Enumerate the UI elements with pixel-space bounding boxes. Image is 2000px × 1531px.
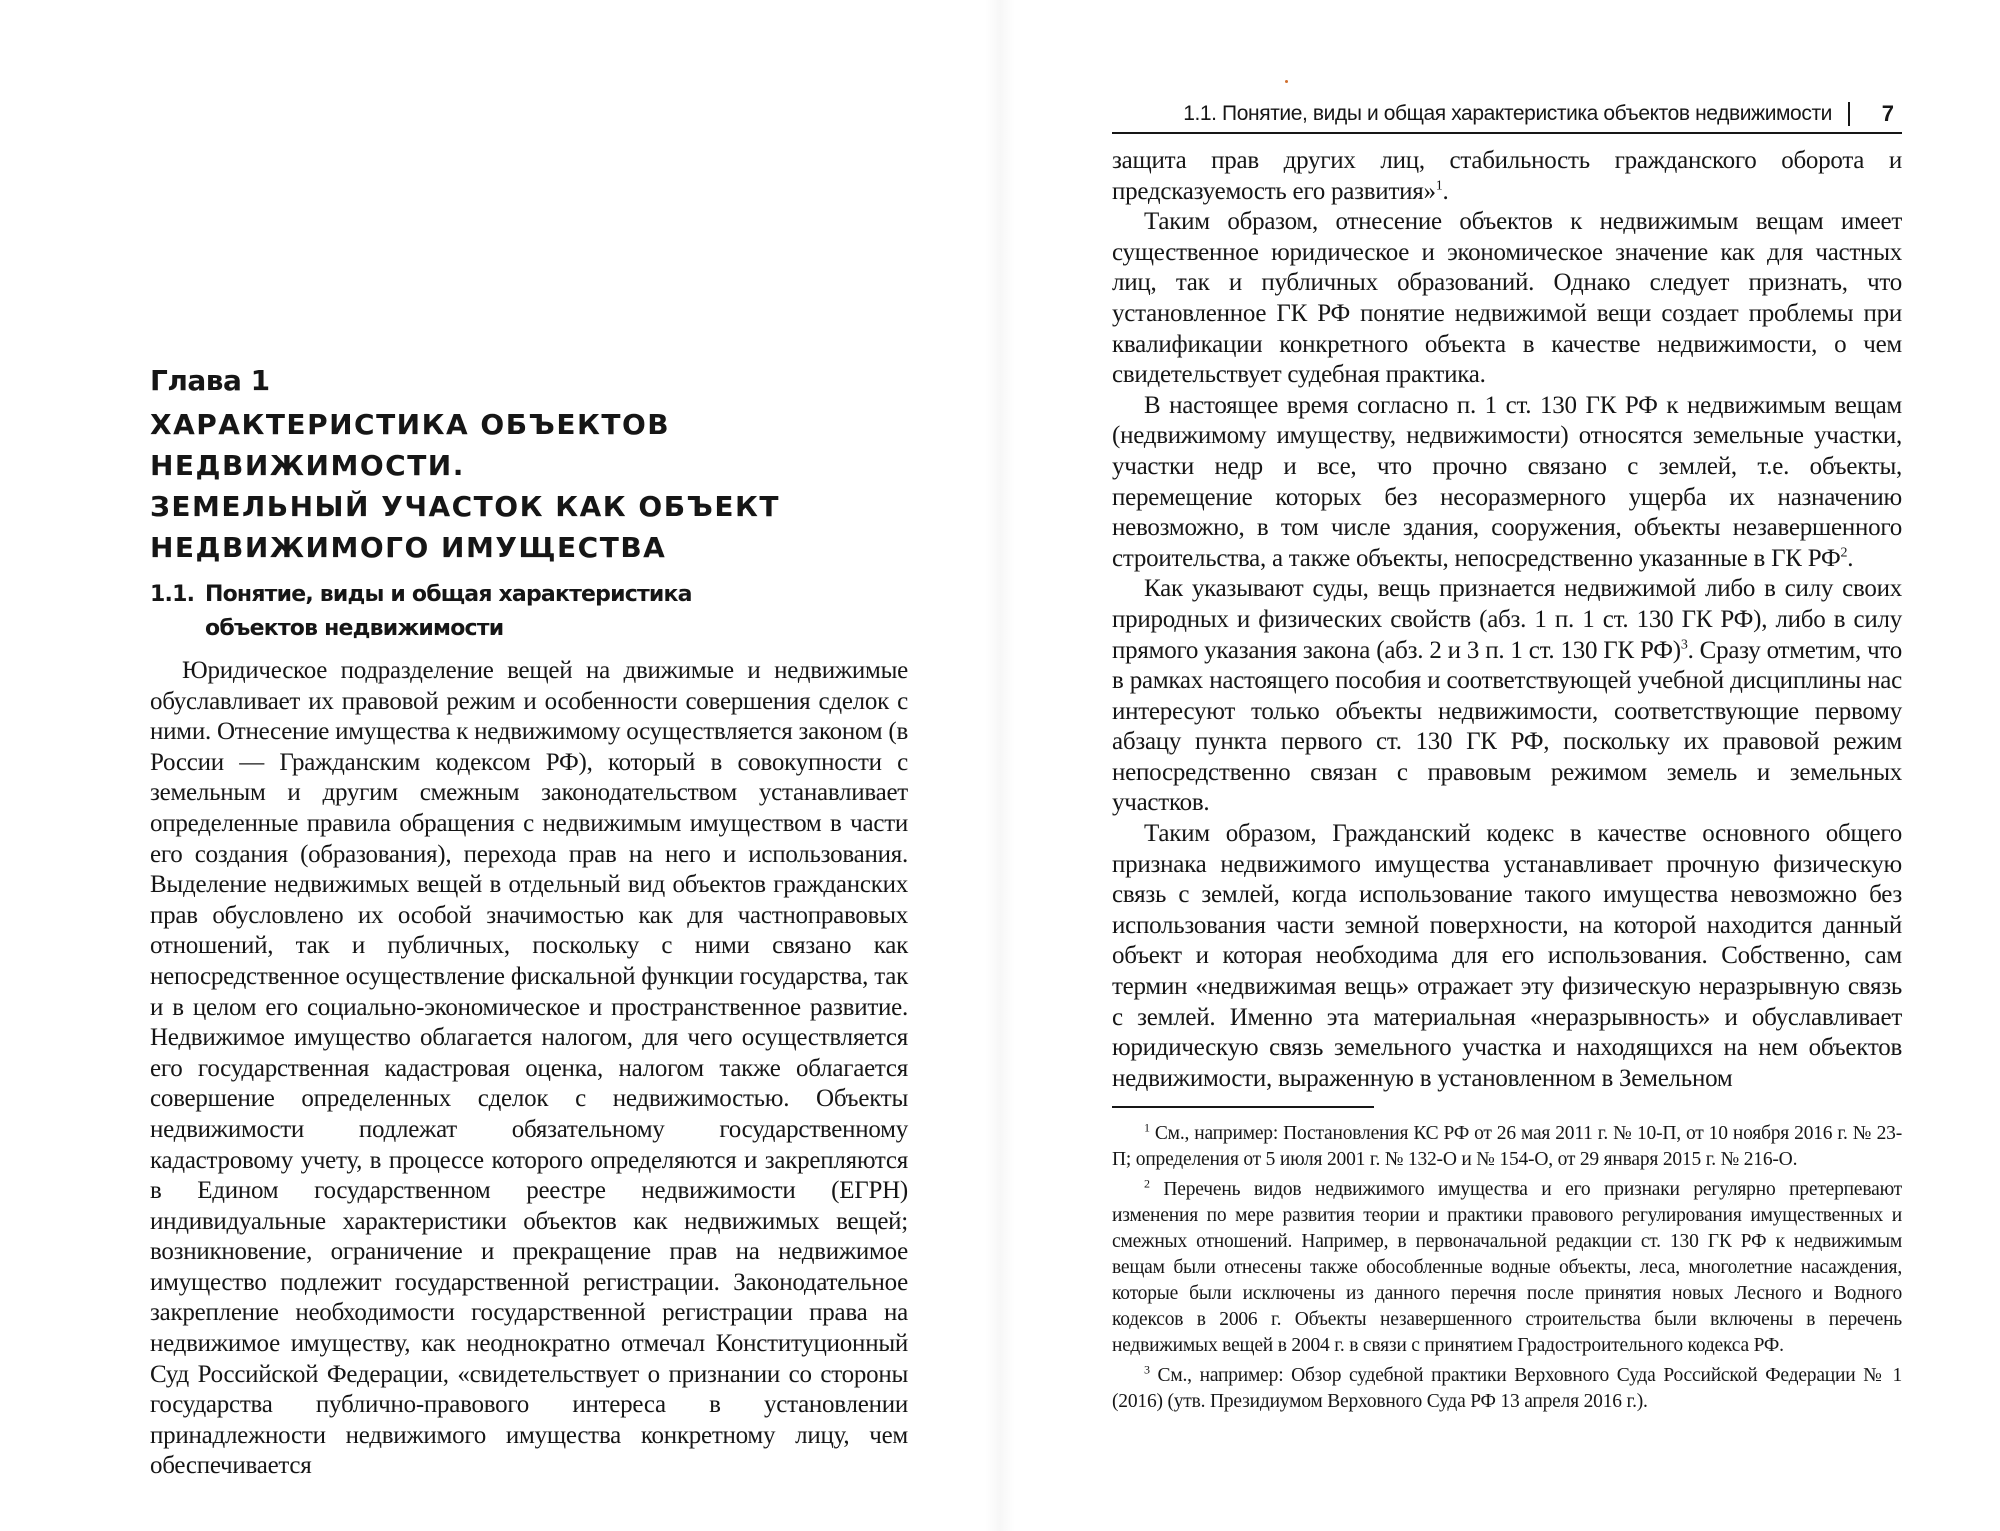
running-head-separator: [1848, 102, 1850, 126]
chapter-title-line: НЕДВИЖИМОГО ИМУЩЕСТВА: [150, 531, 667, 564]
paragraph-text: В настоящее время согласно п. 1 ст. 130 ГК РФ к недвижимым вещам (недвижимому имуществу, недвижимости) относятся земельные участки, участки недр и все, что прочно связано с землей, т.е. объекты, перемещение которых без несоразмерного ущерба их назначению невозможно, в том числе здания, сооружения, объекты незавершенного строительства, а также объекты, непосредственно указанные в ГК РФ: [1112, 391, 1902, 572]
section-title-line: Понятие, виды и общая характеристика: [205, 582, 692, 607]
page-number: 7: [1881, 101, 1894, 126]
paragraph: Юридическое подразделение вещей на движимые и недвижимые обуславливает их правовой режим и особенности совершения сделок с ними. Отнесение имущества к недвижимому осуществляется законом (в России — Гражданским кодексом РФ), который в совокупности с земельным и другим смежным законодательством устанавливает определенные правила обращения с недвижимым имуществом в части его создания (образования), перехода прав на него и использования. Выделение недвижимых вещей в отдельный вид объектов гражданских прав обусловлено их особой значимостью как для частноправовых отношений, так и публичных, поскольку с ними связано как непосредственное осуществление фискальной функции государства, так и в целом его социально-экономическое и пространственное развитие. Недвижимое имущество облагается налогом, для чего осуществляется его государственная кадастровая оценка, налогом также облагается совершение определенных сделок с недвижимостью. Объекты недвижимости подлежат обязательному государственному кадастровому учету, в процессе которого определяются и закрепляются в Едином государственном реестре недвижимости (ЕГРН) индивидуальные характеристики объектов как недвижимых вещей; возникновение, ограничение и прекращение прав на недвижимое имущество подлежит государственной регистрации. Законодательное закрепление необходимости государственной регистрации права на недвижимое имуществу, как неоднократно отмечал Конституционный Суд Российской Федерации, «свидетельствует о признании со стороны государства публично-правового интереса в установлении принадлежности недвижимого имущества конкретному лицу, чем обеспечивается: [150, 657, 908, 1480]
footnote-text: Перечень видов недвижимого имущества и его признаки регулярно претерпевают изменения по мере развития теории и практики правового регулирования имущественных и смежных отношений. Например, в первоначальной редакции ст. 130 ГК РФ к недвижимым вещам были отнесены также обособленные водные объекты, леса, многолетние насаждения, которые были исключены из данного перечня после принятия новых Лесного и Водного кодексов в 2006 г. Объекты незавершенного строительства были включены в перечень недвижимых вещей в 2004 г. в связи с принятием Градостроительного кодекса РФ.: [1112, 1179, 1902, 1356]
chapter-title: [150, 404, 910, 568]
chapter-title-line: ЗЕМЕЛЬНЫЙ УЧАСТОК КАК ОБЪЕКТ: [150, 490, 780, 523]
footnote-ref[interactable]: 1: [1435, 178, 1443, 194]
running-title: 1.1. Понятие, виды и общая характеристика объектов недвижимости: [1183, 102, 1832, 125]
footnote-ref[interactable]: 2: [1840, 545, 1848, 561]
section-title-line: объектов недвижимости: [205, 616, 504, 641]
paragraph: Таким образом, отнесение объектов к недвижимым вещам имеет существенное юридическое и экономическое значение как для частных лиц, так и публичных образований. Однако следует признать, что установленное ГК РФ понятие недвижимой вещи создает проблемы при квалификации конкретного объекта в качестве недвижимости, о чем свидетельствует судебная практика.: [1112, 208, 1902, 389]
footnote-divider: [1112, 1106, 1374, 1108]
footnote-ref[interactable]: 3: [1680, 637, 1688, 653]
footnote-text: См., например: Постановления КС РФ от 26 мая 2011 г. № 10-П, от 10 ноября 2016 г. № 23-П; определения от 5 июля 2001 г. № 132-О и № 154-О, от 29 января 2015 г. № 216-О.: [1112, 1123, 1902, 1170]
left-body-text: [150, 656, 908, 1482]
section-number: 1.1.: [150, 582, 195, 607]
chapter-title-line: ХАРАКТЕРИСТИКА ОБЪЕКТОВ НЕДВИЖИМОСТИ.: [150, 408, 671, 482]
right-page: [1000, 0, 2000, 1531]
footnote: [1112, 1177, 1902, 1359]
chapter-label: Глава 1: [150, 364, 270, 397]
paragraph: защита прав других лиц, стабильность гражданского оборота и предсказуемость его развития»$^1$.: [1112, 147, 1902, 205]
footnote-mark: 1: [1144, 1120, 1150, 1135]
footnote: [1112, 1121, 1902, 1173]
footnote-text: См., например: Обзор судебной практики Верховного Суда Российской Федерации № 1 (2016) (утв. Президиумом Верховного Суда РФ 13 апреля 2016 г.).: [1112, 1365, 1902, 1412]
paragraph-text: защита прав других лиц, стабильность гражданского оборота и предсказуемость его развития»: [1112, 147, 1902, 205]
paragraph-text: . Сразу отметим, что в рамках настоящего пособия и соответствующей учебной дисциплины нас интересуют только объекты недвижимости, соответствующие первому абзацу пункта первого ст. 130 ГК РФ, поскольку их правовой режим непосредственно связан с правовым режимом земель и земельных участков.: [1112, 636, 1902, 817]
paragraph-text: Как указывают суды, вещь признается недвижимой либо в силу своих природных и физических свойств (абз. 1 п. 1 ст. 130 ГК РФ), либо в силу прямого указания закона (абз. 2 и 3 п. 1 ст. 130 ГК РФ): [1112, 575, 1902, 664]
right-body-text: [1112, 146, 1902, 1094]
running-head: [1112, 100, 1902, 134]
paragraph: Таким образом, Гражданский кодекс в качестве основного общего признака недвижимого имущества устанавливает прочную физическую связь с землей, когда использование такого имущества невозможно без использования части земной поверхности, на которой находится данный объект и которая необходима для его использования. Собственно, сам термин «недвижимая вещь» отражает эту физическую неразрывную связь с землей. Именно эта материальная «неразрывность» и обуславливает юридическую связь земельного участка и находящихся на нем объектов недвижимости, выраженную в установленном в Земельном: [1112, 820, 1902, 1092]
paragraph: В настоящее время согласно п. 1 ст. 130 ГК РФ к недвижимым вещам (недвижимому имуществу, недвижимости) относятся земельные участки, участки недр и все, что прочно связано с землей, т.е. объекты, перемещение которых без несоразмерного ущерба их назначению невозможно, в том числе здания, сооружения, объекты незавершенного строительства, а также объекты, непосредственно указанные в ГК $РФ^2$.: [1112, 391, 1902, 572]
section-title: [150, 578, 770, 646]
paragraph: [1112, 574, 1902, 819]
footnote: [1112, 1363, 1902, 1415]
footnote-mark: 3: [1144, 1362, 1150, 1377]
footnotes: [1112, 1121, 1902, 1419]
footnote-mark: 2: [1144, 1176, 1150, 1191]
